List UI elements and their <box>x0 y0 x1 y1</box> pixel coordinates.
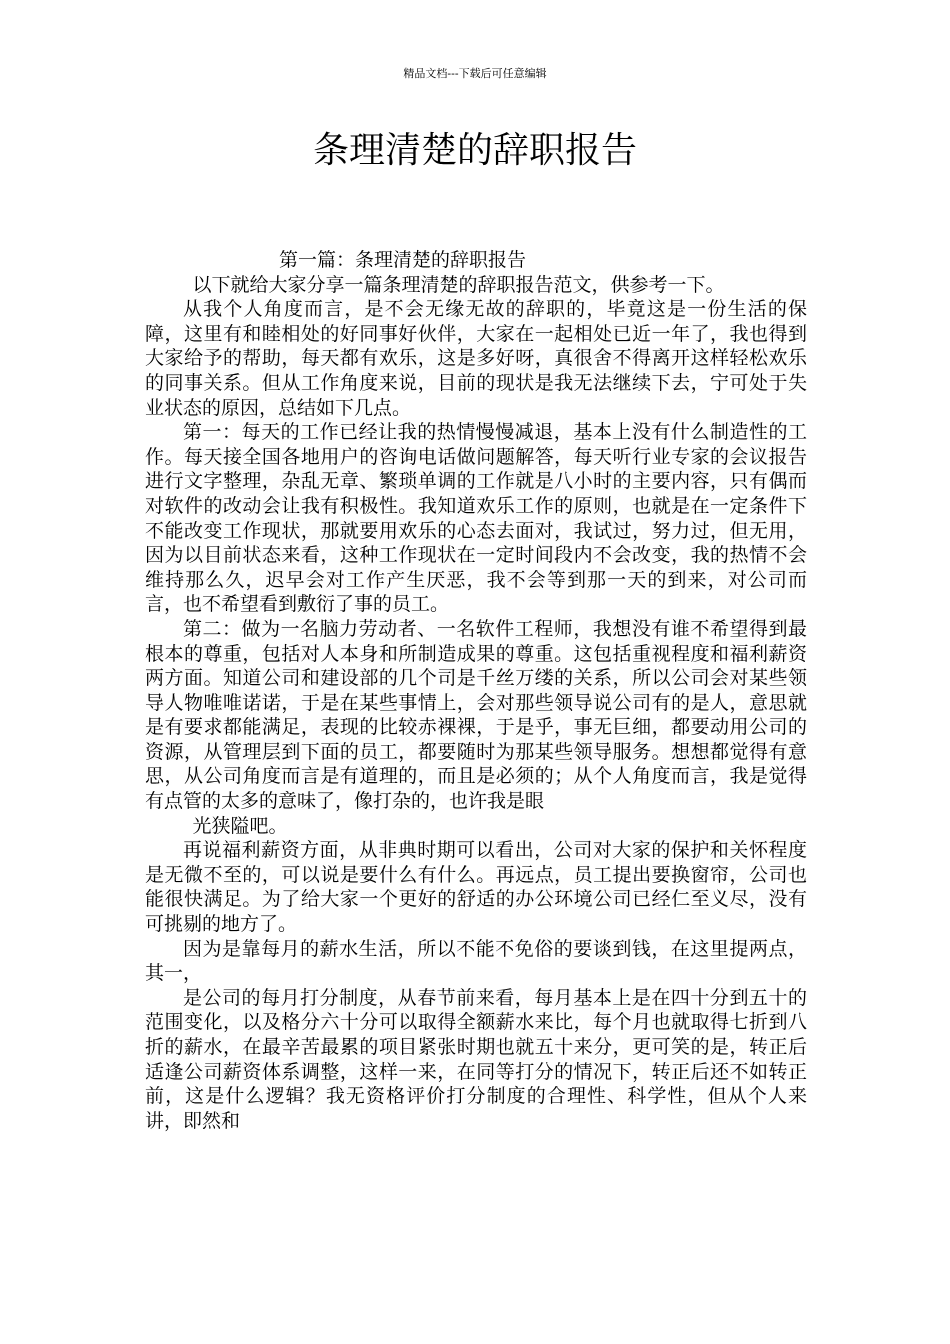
running-header: 精品文档---下载后可任意编辑 <box>403 67 547 80</box>
paragraph: 因为是靠每月的薪水生活，所以不能不免俗的要谈到钱，在这里提两点，其一， <box>145 937 807 985</box>
paragraph: 再说福利薪资方面，从非典时期可以看出，公司对大家的保护和关怀程度是无微不至的，可以说是要什么有什么。再远点，员工提出要换窗帘，公司也能很快满足。为了给大家一个更好的舒适的办公环境公司已经仁至义尽，没有可挑剔的地方了。 <box>145 839 807 936</box>
paragraph: 第一：每天的工作已经让我的热情慢慢减退，基本上没有什么制造性的工作。每天接全国各地用户的咨询电话做问题解答，每天听行业专家的会议报告进行文字整理，杂乱无章、繁琐单调的工作就是八小时的主要内容，只有偶而对软件的改动会让我有积极性。我知道欢乐工作的原则，也就是在一定条件下不能改变工作现状，那就要用欢乐的心态去面对，我试过，努力过，但无用，因为以目前状态来看，这种工作现状在一定时间段内不会改变，我的热情不会维持那么久，迟早会对工作产生厌恶，我不会等到那一天的到来，对公司而言，也不希望看到敷衍了事的员工。 <box>145 421 807 616</box>
paragraph: 第二：做为一名脑力劳动者、一名软件工程师，我想没有谁不希望得到最根本的尊重，包括对人本身和所制造成果的尊重。这包括重视程度和福利薪资两方面。知道公司和建设部的几个司是千丝万缕的关系，所以公司会对某些领导人物唯唯诺诺，于是在某些事情上，会对那些领导说公司有的是人，意思就是有要求都能满足，表现的比较赤裸裸，于是乎，事无巨细，都要动用公司的资源，从管理层到下面的员工，都要随时为那某些领导服务。想想都觉得有意思，从公司角度而言是有道理的，而且是必须的；从个人角度而言，我是觉得有点管的太多的意味了，像打杂的，也许我是眼 <box>145 617 807 813</box>
paragraph-continuation: 光狭隘吧。 <box>192 814 288 837</box>
document-title: 条理清楚的辞职报告 <box>312 130 637 171</box>
paragraph-intro: 以下就给大家分享一篇条理清楚的辞职报告范文，供参考一下。 <box>192 273 725 296</box>
paragraph: 从我个人角度而言，是不会无缘无故的辞职的，毕竟这是一份生活的保障，这里有和睦相处的好同事好伙伴，大家在一起相处已近一年了，我也得到大家给予的帮助，每天都有欢乐，这是多好呀，真很舍不得离开这样轻松欢乐的同事关系。但从工作角度来说，目前的现状是我无法继续下去，宁可处于失业状态的原因，总结如下几点。 <box>145 298 807 419</box>
paragraph: 是公司的每月打分制度，从春节前来看，每月基本上是在四十分到五十的范围变化，以及格分六十分可以取得全额薪水来比，每个月也就取得七折到八折的薪水，在最辛苦最累的项目紧张时期也就五十来分，更可笑的是，转正后适逢公司薪资体系调整，这样一来，在同等打分的情况下，转正后还不如转正前，这是什么逻辑？我无资格评价打分制度的合理性、科学性，但从个人来讲，即然和 <box>145 986 807 1132</box>
document-body <box>145 248 807 1133</box>
section-heading: 第一篇：条理清楚的辞职报告 <box>279 249 527 271</box>
